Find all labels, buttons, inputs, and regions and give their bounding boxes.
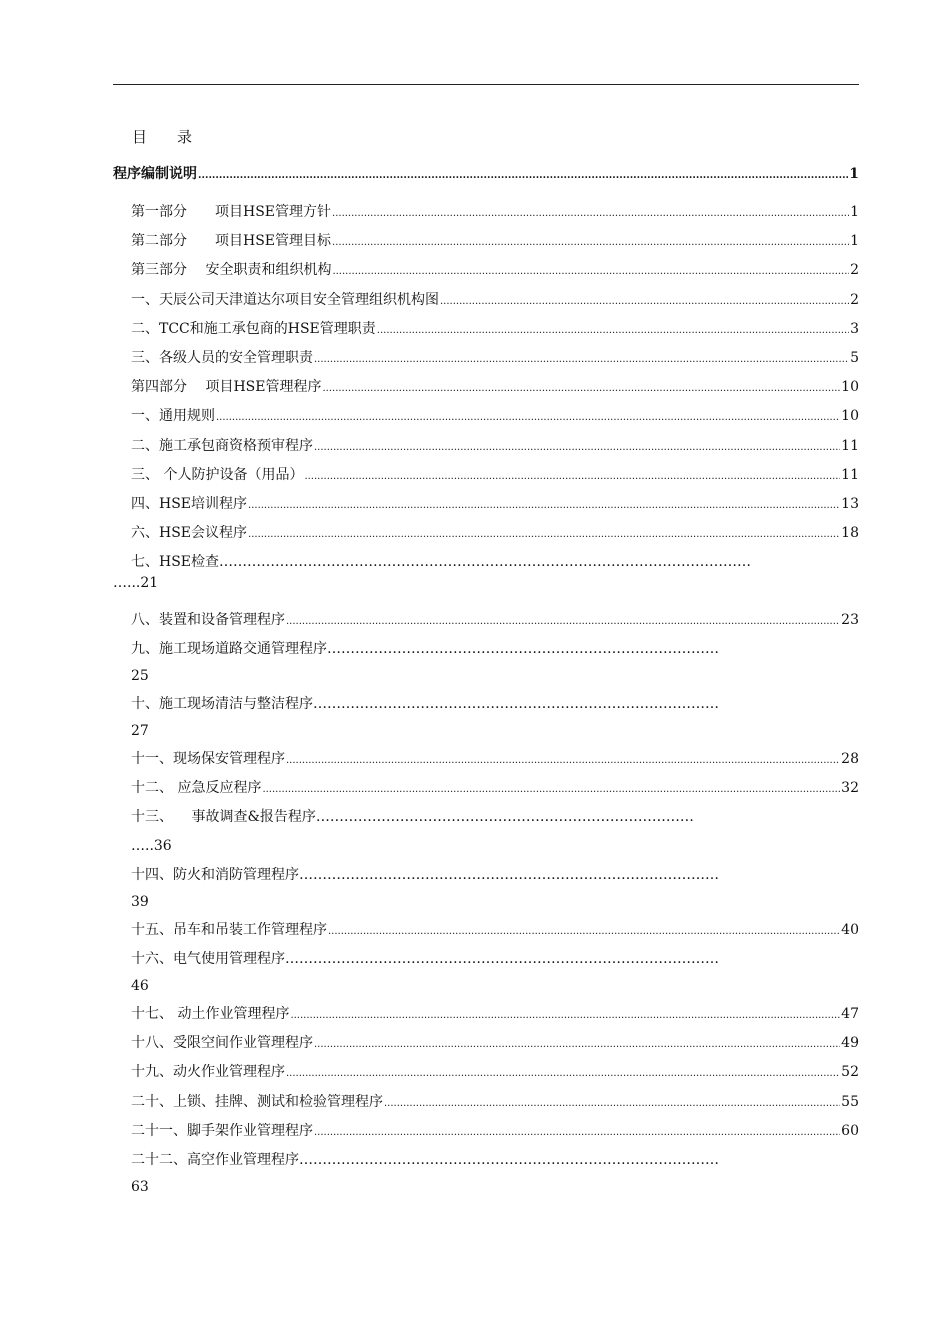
leader-dots (248, 523, 840, 545)
toc-entry-page: 11 (841, 467, 859, 483)
toc-entry[interactable] (131, 465, 859, 485)
leader-dots (198, 164, 848, 186)
leader-dots (332, 260, 849, 282)
leader-dots (248, 494, 840, 516)
leader-dots (322, 377, 840, 399)
leader-dots (290, 1004, 840, 1026)
leader-dots (262, 778, 840, 800)
toc-entry-page: 18 (841, 525, 859, 541)
toc-entry-text: 二十、上锁、挂牌、测试和检验管理程序 (131, 1094, 383, 1110)
leader-dots (332, 231, 849, 253)
leader-dots (286, 610, 840, 632)
toc-entry[interactable] (131, 1033, 859, 1053)
toc-entry-page: 11 (841, 438, 859, 454)
toc-entry-page: 60 (841, 1123, 859, 1139)
leader-dots (332, 202, 849, 224)
toc-entry[interactable] (131, 778, 859, 798)
toc-entry-page: 23 (841, 612, 859, 628)
toc-entry-page: 2 (850, 262, 859, 278)
toc-entry-text: 三、各级人员的安全管理职责 (131, 350, 313, 366)
toc-entry-page: 1 (849, 166, 859, 182)
leader-dots (377, 319, 849, 341)
leader-dots (314, 1121, 840, 1143)
toc-entry-text: 第一部分 项目HSE管理方针 (131, 204, 332, 220)
leader-dots (286, 749, 840, 771)
toc-title-right: 录 (177, 128, 193, 146)
leader-dots (286, 1062, 840, 1084)
toc-entry[interactable] (131, 1121, 859, 1141)
leader-dots (328, 920, 840, 942)
toc-entry-page: 3 (850, 321, 859, 337)
toc-entry[interactable] (131, 749, 859, 769)
toc-entry-page: 32 (841, 780, 859, 796)
toc-entry-wrapped-line1[interactable]: 十、施工现场清洁与整洁程序…………………………………………………………………………… (131, 696, 719, 712)
toc-entry-text: 二、TCC和施工承包商的HSE管理职责 (131, 321, 376, 337)
toc-entry-wrapped-line1[interactable]: 九、施工现场道路交通管理程序………………………………………………………………………… (131, 641, 719, 657)
toc-entry-text: 一、天辰公司天津道达尔项目安全管理组织机构图 (131, 292, 439, 308)
toc-entry[interactable] (131, 290, 859, 310)
toc-entry[interactable] (131, 260, 859, 280)
toc-entry-text: 二、施工承包商资格预审程序 (131, 438, 313, 454)
toc-entry-page: 10 (841, 379, 859, 395)
toc-entry-page: 28 (841, 751, 859, 767)
leader-dots (304, 465, 840, 487)
leader-dots (314, 348, 849, 370)
toc-entry-text: 十一、现场保安管理程序 (131, 751, 285, 767)
toc-entry-page: 13 (841, 496, 859, 512)
leader-dots (216, 406, 840, 428)
toc-entry-text: 三、 个人防护设备（用品） (131, 467, 304, 483)
toc-entry-wrapped-line2: 39 (131, 894, 149, 910)
toc-entry-page: 52 (841, 1064, 859, 1080)
toc-entry-text: 第二部分 项目HSE管理目标 (131, 233, 332, 249)
toc-entry-text: 十九、动火作业管理程序 (131, 1064, 285, 1080)
toc-entry-page: 47 (841, 1006, 859, 1022)
toc-entry-wrapped-line1[interactable]: 十三、 事故调查&报告程序……………………………………………………………………… (131, 809, 694, 825)
toc-entry-page: 10 (841, 408, 859, 424)
toc-entry-page: 49 (841, 1035, 859, 1051)
toc-entry-text: 六、HSE会议程序 (131, 525, 248, 541)
toc-entry[interactable] (131, 920, 859, 940)
toc-entry[interactable] (131, 348, 859, 368)
toc-entry-text: 十二、 应急反应程序 (131, 780, 262, 796)
toc-entry-wrapped-line1[interactable]: 七、HSE检查…………………………………………………………………………………………………… (131, 554, 752, 570)
toc-entry-wrapped-line1[interactable]: 十六、电气使用管理程序………………………………………………………………………………… (131, 951, 719, 967)
toc-entry[interactable] (131, 406, 859, 426)
toc-entry-text: 十五、吊车和吊装工作管理程序 (131, 922, 327, 938)
toc-entry[interactable] (131, 494, 859, 514)
leader-dots (440, 290, 849, 312)
header-rule (113, 84, 859, 85)
toc-entry[interactable] (131, 1004, 859, 1024)
toc-title (132, 126, 192, 147)
toc-entry-page: 55 (841, 1094, 859, 1110)
toc-entry-text: 四、HSE培训程序 (131, 496, 248, 512)
toc-entry-wrapped-line1[interactable]: 十四、防火和消防管理程序……………………………………………………………………………… (131, 867, 719, 883)
leader-dots (384, 1092, 840, 1114)
toc-entry-wrapped-line2: 63 (131, 1179, 149, 1195)
toc-entry-page: 1 (850, 233, 859, 249)
toc-entry-page: 40 (841, 922, 859, 938)
toc-entry-wrapped-line2: …...21 (113, 575, 159, 591)
toc-entry[interactable] (131, 202, 859, 222)
toc-entry[interactable] (131, 231, 859, 251)
toc-entry-text: 第三部分 安全职责和组织机构 (131, 262, 332, 278)
toc-entry[interactable] (131, 436, 859, 456)
toc-entry-text: 十八、受限空间作业管理程序 (131, 1035, 313, 1051)
toc-entry-wrapped-line2: 27 (131, 723, 149, 739)
toc-entry-page: 1 (850, 204, 859, 220)
toc-entry-wrapped-line2: 25 (131, 668, 149, 684)
toc-entry-text: 二十一、脚手架作业管理程序 (131, 1123, 313, 1139)
toc-entry-wrapped-line2: 46 (131, 978, 149, 994)
toc-entry-wrapped-line1[interactable]: 二十二、高空作业管理程序……………………………………………………………………………… (131, 1152, 719, 1168)
toc-entry-wrapped-line2: …..36 (131, 838, 172, 854)
toc-entry-text: 一、通用规则 (131, 408, 215, 424)
toc-entry[interactable] (131, 319, 859, 339)
leader-dots (314, 436, 840, 458)
toc-entry[interactable] (131, 1062, 859, 1082)
toc-entry-preface[interactable] (113, 164, 859, 184)
toc-entry[interactable] (131, 610, 859, 630)
toc-entry-text: 十七、 动土作业管理程序 (131, 1006, 290, 1022)
toc-entry[interactable] (131, 523, 859, 543)
leader-dots (314, 1033, 840, 1055)
toc-entry-text: 八、装置和设备管理程序 (131, 612, 285, 628)
toc-entry[interactable] (131, 1092, 859, 1112)
toc-entry[interactable] (131, 377, 859, 397)
toc-entry-page: 2 (850, 292, 859, 308)
toc-entry-text: 程序编制说明 (113, 166, 197, 182)
toc-entry-text: 第四部分 项目HSE管理程序 (131, 379, 322, 395)
toc-entry-page: 5 (850, 350, 859, 366)
toc-title-left: 目 (132, 128, 148, 146)
